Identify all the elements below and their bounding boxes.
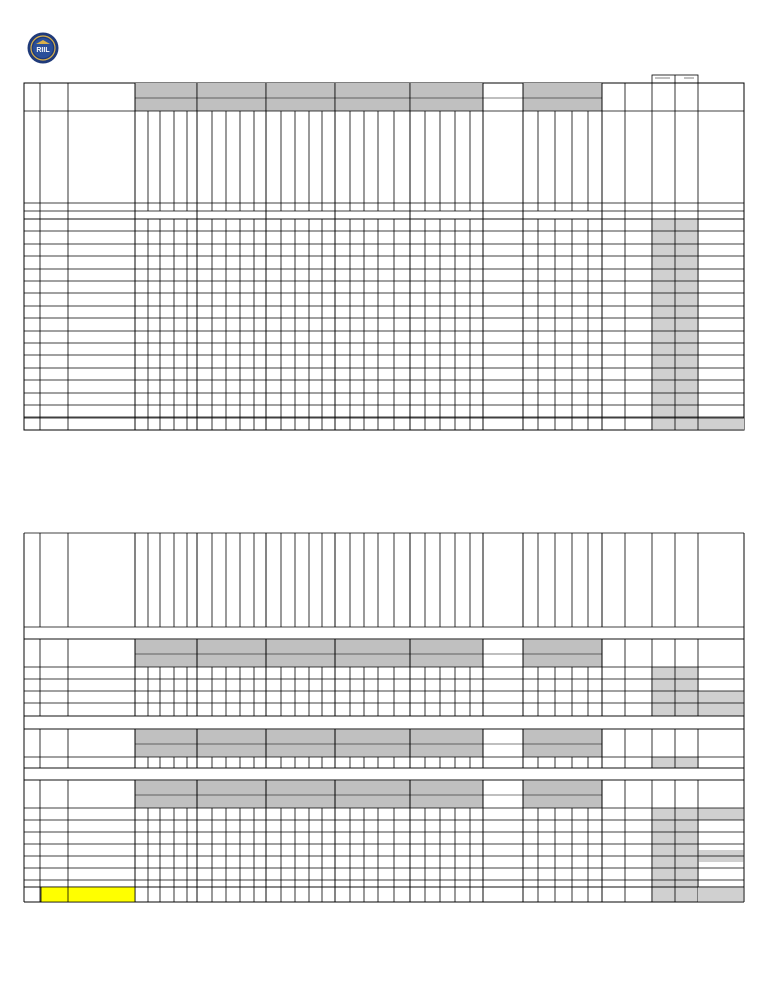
group-header (410, 639, 483, 667)
group-header (523, 83, 602, 111)
group-header (335, 780, 410, 808)
group-header (135, 729, 197, 757)
group-header (197, 729, 266, 757)
status-total-cell (698, 887, 744, 902)
group-header (523, 729, 602, 757)
status-total-cell (698, 703, 744, 716)
group-header (266, 780, 335, 808)
group-header (135, 83, 197, 111)
status-total-cell (698, 691, 744, 703)
group-header (523, 639, 602, 667)
table-border (24, 83, 744, 430)
highlighted-total-cell (41, 887, 135, 902)
group-header (410, 729, 483, 757)
group-header (135, 639, 197, 667)
group-header (523, 780, 602, 808)
group-header (335, 639, 410, 667)
group-header (266, 729, 335, 757)
group-header (266, 639, 335, 667)
group-header (410, 83, 483, 111)
logo-wordmark: RIIL (36, 47, 50, 54)
status-total-cell (698, 418, 744, 430)
group-header (197, 83, 266, 111)
group-header (410, 780, 483, 808)
group-header (335, 729, 410, 757)
group-header (266, 83, 335, 111)
group-header (335, 83, 410, 111)
group-header (197, 639, 266, 667)
status-total-cell (698, 808, 744, 820)
group-header (135, 780, 197, 808)
group-header (197, 780, 266, 808)
